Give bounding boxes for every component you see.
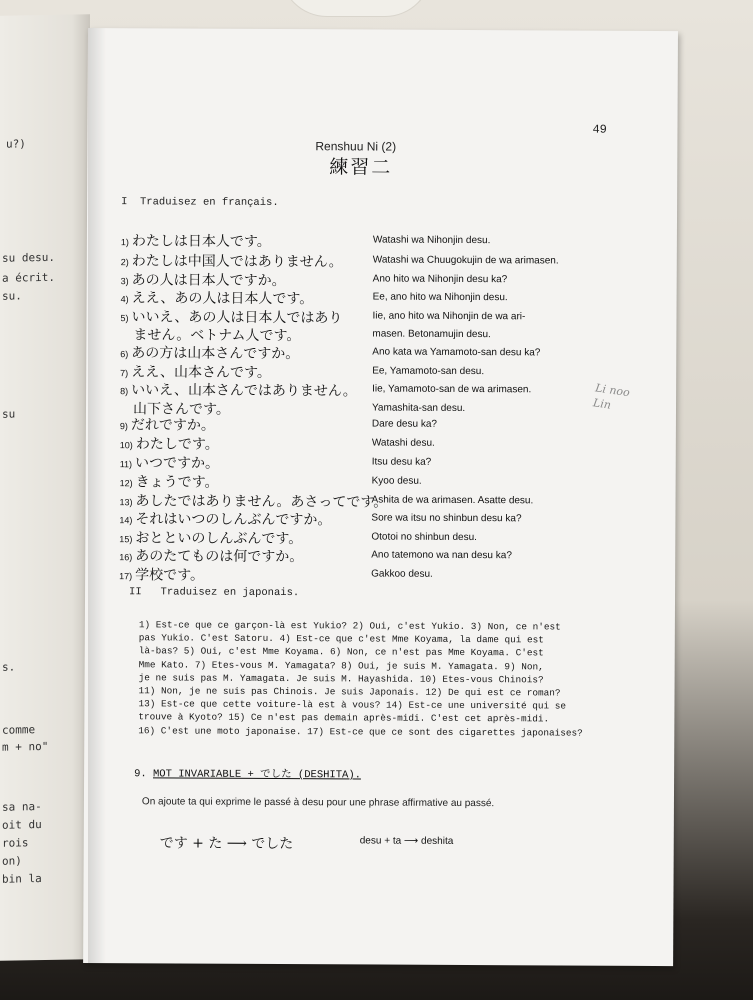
section-2-heading (129, 586, 299, 599)
left-fragment: sa na- (2, 800, 42, 814)
left-fragment: bin la (2, 872, 42, 886)
sentence-romaji: Ototoi no shinbun desu. (371, 531, 478, 544)
left-fragment: on) (2, 854, 22, 868)
japanese-sentence (121, 230, 271, 251)
sentence-number: 2) (120, 257, 129, 268)
sentence-number: 17) (119, 571, 133, 582)
sentence-romaji: Ano kata wa Yamamoto-san desu ka? (372, 346, 541, 359)
japanese-sentence (121, 250, 343, 271)
sentence-japanese-text: あの人は日本人ですか。 (131, 272, 286, 290)
left-fragment: su (2, 407, 16, 421)
sentence-romaji: Gakkoo desu. (371, 568, 433, 580)
japanese-sentence (120, 414, 215, 434)
page-number: 49 (592, 122, 607, 137)
sentence-number: 16) (119, 552, 133, 563)
book-page (83, 28, 678, 966)
sentence-romaji: Dare desu ka? (371, 418, 438, 430)
sentence-japanese-text: ません。ベトナム人です。 (133, 327, 301, 345)
japanese-sentence (119, 545, 303, 566)
lesson-title-kanji: 練習二 (329, 156, 393, 179)
left-fragment: su. (2, 289, 22, 303)
section-1-title: Traduisez en français. (139, 196, 279, 210)
left-fragment: comme (2, 723, 36, 737)
exercise-text-line: 16) C'est une moto japonaise. 17) Est-ce que ce sont des cigarettes japonaises? (138, 724, 583, 739)
japanese-sentence (120, 379, 357, 400)
exercise-text-line: Mme Kato. 7) Etes-vous M. Yamagata? 8) Oui, je suis M. Yamagata. 9) Non, (138, 658, 544, 673)
japanese-sentence (119, 508, 331, 529)
japanese-sentence (121, 287, 314, 308)
sentence-number: 7) (120, 368, 129, 379)
exercise-text-line: 11) Non, je ne suis pas Chinois. Je suis Japonais. 12) De qui est ce roman? (138, 685, 561, 699)
section-1-label: I (121, 196, 128, 209)
pencil-note-line: Li noo (594, 381, 631, 400)
sentence-number: 6) (120, 349, 129, 360)
sentence-romaji: Ano hito wa Nihonjin desu ka? (372, 273, 508, 286)
sentence-japanese-text: あしたではありません。あさってです。 (135, 493, 388, 511)
japanese-sentence (120, 452, 219, 473)
sentence-number: 12) (119, 478, 133, 489)
sentence-japanese-text: あの方は山本さんですか。 (131, 345, 300, 363)
left-fragment: m + no" (2, 739, 49, 754)
sentence-japanese-text: わたしは日本人です。 (131, 233, 271, 250)
sentence-number: 1) (120, 237, 129, 248)
exercise-text-line: je ne suis pas M. Yamagata. Je suis M. Hayashida. 10) Etes-vous Chinois? (138, 672, 544, 686)
section-9-number: 9. (134, 768, 147, 781)
sentence-japanese-text: いつですか。 (135, 455, 220, 472)
exercise-text-line: 1) Est-ce que ce garçon-là est Yukio? 2) Oui, c'est Yukio. 3) Non, ce n'est (138, 619, 561, 633)
left-fragment: u?) (6, 137, 26, 151)
sentence-romaji: Ano tatemono wa nan desu ka? (371, 549, 512, 562)
left-page (0, 14, 90, 961)
sentence-japanese-text: いいえ、山本さんではありません。 (131, 382, 357, 400)
section-2-title: Traduisez en japonais. (160, 586, 300, 600)
lesson-title-romaji: Renshuu Ni (2) (315, 139, 397, 154)
page-gutter-shadow (88, 28, 106, 963)
left-fragment: s. (2, 660, 16, 674)
japanese-sentence (120, 471, 219, 492)
sentence-number: 10) (119, 440, 133, 451)
sentence-romaji: Watashi wa Nihonjin desu. (372, 234, 491, 247)
left-fragment: oit du (2, 818, 42, 832)
sentence-romaji: Watashi desu. (371, 437, 435, 449)
sentence-number: 11) (119, 459, 133, 470)
section-9-explanation: On ajoute ta qui exprime le passé à desu pour une phrase affirmative au passé. (141, 796, 495, 810)
sentence-japanese-text: わたしは中国人ではありません。 (131, 253, 343, 271)
sentence-number: 4) (120, 294, 129, 305)
sentence-japanese-text: 山下さんです。 (132, 401, 230, 418)
sentence-number: 14) (119, 515, 133, 526)
section-9-title: MOT INVARIABLE + でした (DESHITA). (152, 768, 361, 782)
sentence-romaji: Ashita de wa arimasen. Asatte desu. (371, 494, 534, 507)
sentence-japanese-text: わたしです。 (135, 436, 219, 453)
exercise-text-line: là-bas? 5) Oui, c'est Mme Koyama. 6) Non, ce n'est pas Mme Koyama. C'est (138, 645, 544, 659)
sentence-romaji: Sore wa itsu no shinbun desu ka? (371, 512, 522, 525)
sentence-romaji: Kyoo desu. (371, 475, 422, 487)
sentence-japanese-text: いいえ、あの人は日本人ではあり (131, 309, 343, 327)
left-fragment: a écrit. (2, 270, 55, 285)
sentence-romaji: Ee, ano hito wa Nihonjin desu. (372, 291, 508, 304)
sentence-number: 15) (119, 534, 133, 545)
japanese-sentence (119, 564, 204, 584)
section-2-label: II (129, 586, 142, 599)
sentence-japanese-text: あのたてものは何ですか。 (135, 548, 304, 566)
pencil-note-line: Lin (592, 396, 612, 412)
sentence-number: 13) (119, 497, 133, 508)
section-9-heading (134, 765, 361, 781)
formula-romaji: desu + ta ⟶ deshita (359, 835, 454, 847)
sentence-number: 3) (120, 276, 129, 287)
sentence-japanese-text: それはいつのしんぶんですか。 (135, 511, 332, 529)
sentence-romaji: Iie, ano hito wa Nihonjin de wa ari- (372, 310, 526, 323)
sentence-japanese-text: だれですか。 (130, 417, 215, 434)
sentence-japanese-text: ええ、あの人は日本人です。 (131, 290, 314, 308)
pencil-note (592, 380, 631, 415)
sentence-japanese-text: おとといのしんぶんです。 (135, 530, 303, 548)
exercise-text-line: 13) Est-ce que cette voiture-là est à vous? 14) Est-ce une université qui se (138, 698, 567, 712)
sentence-romaji: masen. Betonamujin desu. (372, 328, 491, 341)
sentence-romaji: Ee, Yamamoto-san desu. (372, 365, 485, 378)
sentence-romaji: Itsu desu ka? (371, 456, 432, 468)
left-fragment: rois (2, 836, 29, 850)
sentence-number: 8) (120, 386, 129, 397)
sentence-number: 5) (120, 313, 129, 324)
formula-japanese: です + た ⟶ でした (159, 835, 294, 853)
sentence-number: 9) (119, 421, 128, 432)
section-2-exercise (138, 618, 659, 740)
sentence-japanese-text: きょうです。 (135, 474, 219, 491)
section-1-heading (121, 196, 279, 209)
japanese-sentence (120, 433, 219, 454)
japanese-sentence (120, 342, 299, 363)
sentence-romaji: Watashi wa Chuugokujin de wa arimasen. (372, 254, 559, 267)
exercise-text-line: trouve à Kyoto? 15) Ce n'est pas demain après-midi. C'est cet après-midi. (138, 711, 550, 725)
sentence-japanese-text: ええ、山本さんです。 (131, 364, 271, 381)
sentence-romaji: Iie, Yamamoto-san de wa arimasen. (372, 383, 532, 396)
sentence-japanese-text: 学校です。 (135, 567, 205, 584)
sentence-romaji: Yamashita-san desu. (371, 402, 466, 414)
left-fragment: su desu. (2, 250, 55, 265)
exercise-text-line: pas Yukio. C'est Satoru. 4) Est-ce que c'est Mme Koyama, la dame qui est (138, 632, 544, 646)
